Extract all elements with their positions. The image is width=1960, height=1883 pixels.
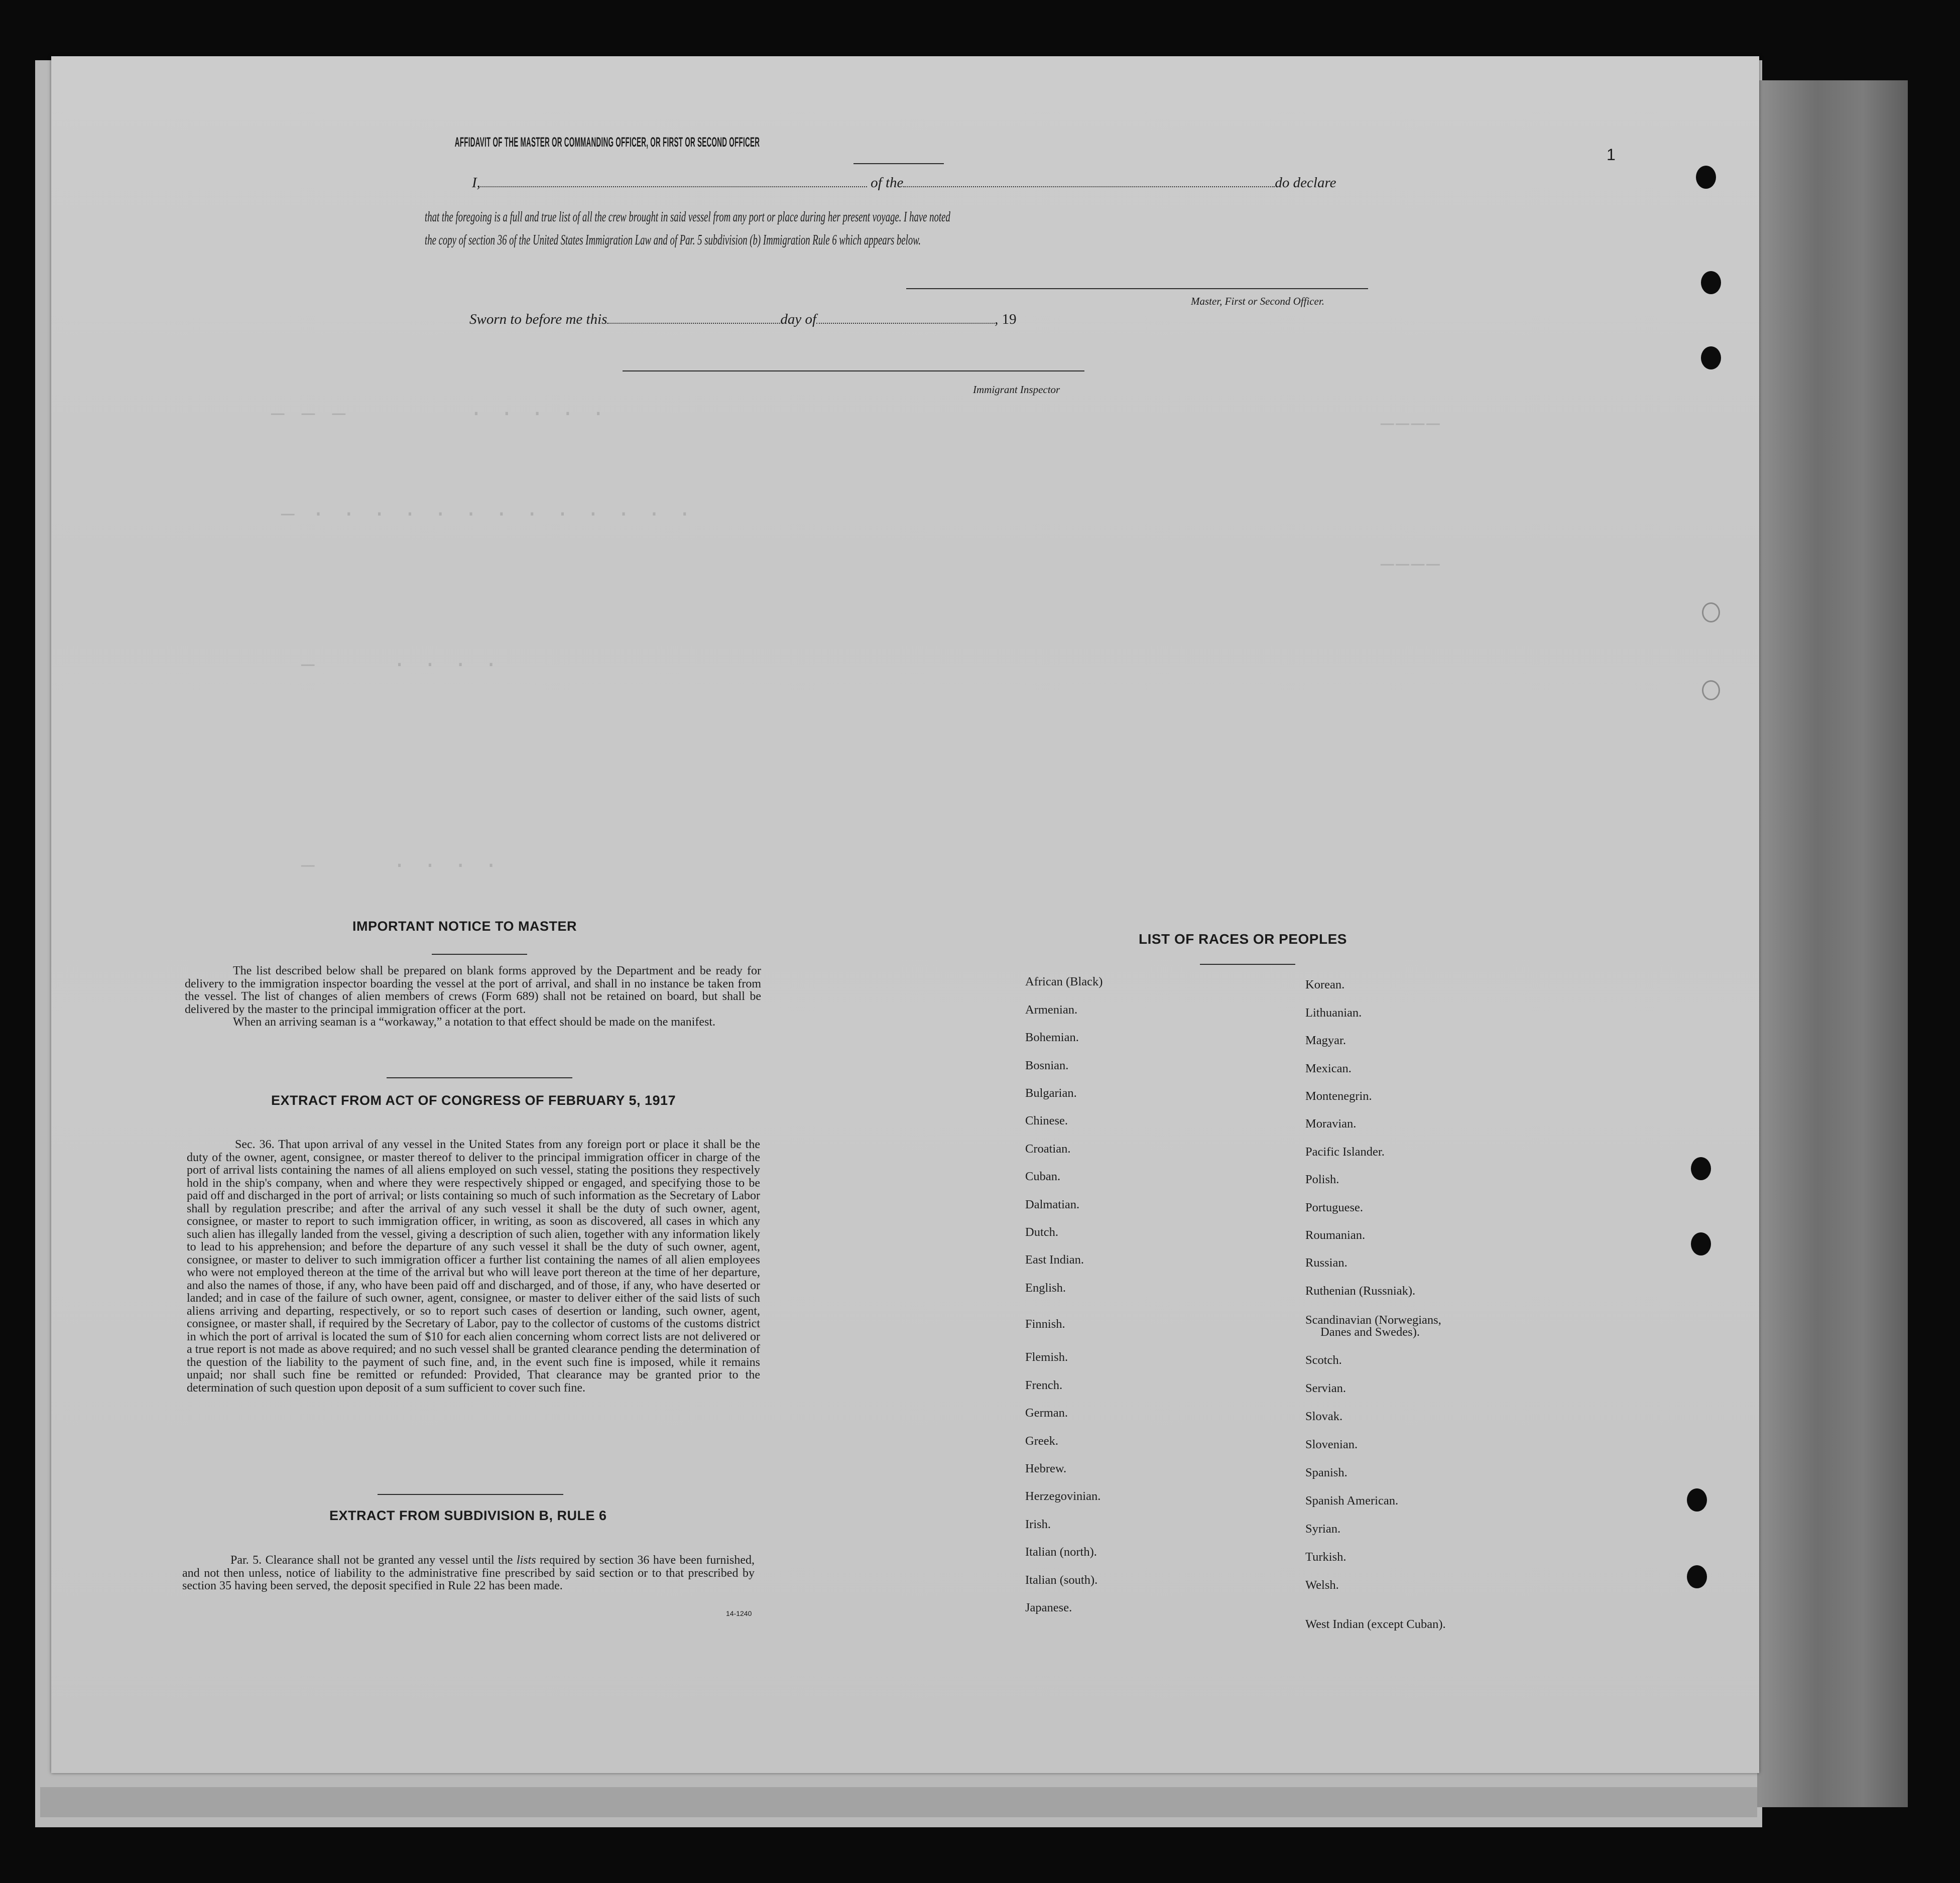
divider — [432, 954, 527, 955]
punch-hole — [1696, 166, 1716, 189]
race-entry: Welsh. — [1305, 1578, 1339, 1592]
race-entry: Turkish. — [1305, 1550, 1346, 1564]
bleed-through-marks: — — — · · · · · — [271, 402, 607, 427]
race-entry: Scotch. — [1305, 1353, 1342, 1367]
divider — [1200, 964, 1295, 965]
race-entry: Lithuanian. — [1305, 1006, 1362, 1020]
affidavit-line-3: the copy of section 36 of the United States Immigration Law and of Par. 5 subdivision (b) Immigration Rule 6 which appears below. — [425, 232, 921, 248]
bleed-through-marks: ———— — [1381, 412, 1442, 437]
race-entry: Bosnian. — [1025, 1059, 1069, 1072]
officer-signature-label: Master, First or Second Officer. — [1191, 295, 1324, 307]
race-entry: English. — [1025, 1281, 1066, 1295]
day-blank[interactable] — [607, 322, 780, 324]
bleed-through-marks: — · · · · — [301, 653, 500, 678]
race-entry: Montenegrin. — [1305, 1089, 1372, 1103]
inspector-signature-line[interactable] — [623, 370, 1084, 371]
bleed-through-marks: ———— — [1381, 552, 1442, 577]
rule-extract-title: EXTRACT FROM SUBDIVISION B, RULE 6 — [329, 1508, 607, 1523]
race-entry: Italian (south). — [1025, 1573, 1098, 1587]
punch-hole-outline — [1702, 680, 1720, 700]
race-entry: Portuguese. — [1305, 1201, 1363, 1214]
race-entry: Scandinavian (Norwegians, — [1305, 1313, 1441, 1327]
underlying-sheet-bottom — [40, 1787, 1757, 1817]
race-entry: Spanish. — [1305, 1466, 1348, 1479]
officer-signature-line[interactable] — [906, 288, 1368, 289]
race-entry: Slovak. — [1305, 1410, 1343, 1423]
punch-hole — [1701, 346, 1721, 369]
race-entry: Danes and Swedes). — [1320, 1325, 1420, 1339]
notice-text: The list described below shall be prepared on blank forms approved by the Department and be ready for delivery to the immigration inspector boarding the vessel at the port of arrival, and shall in no instance be taken from the vessel. The list of changes of alien members of crews (Form 689) shall not be retained on board, but shall be delivered by the master to the principal immigration officer at the port. When an arriving seaman is a “workaway,” a notation to that effect should be made on the manifest. — [185, 964, 761, 1029]
punch-hole — [1687, 1488, 1707, 1512]
race-entry: East Indian. — [1025, 1253, 1084, 1267]
races-list-title: LIST OF RACES OR PEOPLES — [1139, 931, 1347, 947]
race-entry: Dalmatian. — [1025, 1198, 1080, 1211]
divider — [853, 163, 944, 164]
race-entry: Croatian. — [1025, 1142, 1071, 1156]
race-entry: West Indian (except Cuban). — [1305, 1617, 1446, 1631]
race-entry: African (Black) — [1025, 975, 1103, 988]
act-extract-text: Sec. 36. That upon arrival of any vessel in the United States from any foreign port or place it shall be the duty of the owner, agent, consignee, or master thereof to deliver to the principal immigration officer in charge of the port of arrival lists containing the names of all aliens employed on such vessel, stating the positions they respectively hold in the ship's company, when and where they were respectively shipped or engaged, and specifying those to be paid off and discharged in the port of arrival; or lists containing so much of such information as the Secretary of Labor shall by regulation prescribe; and after the arrival of any such vessel it shall be the duty of such owner, agent, consignee, or master to report to such immigration officer, in writing, as soon as discovered, all cases in which any such alien has illegally landed from the vessel, giving a description of such alien, together with any information likely to lead to his apprehension; and before the departure of any such vessel it shall be the duty of such owner, agent, consignee, or master to deliver to such immigration officer a further list containing the names of all alien employees who were not employed thereon at the time of the arrival but who will leave port thereon at the time of her departure, and also the names of those, if any, who have been paid off and discharged, and of those, if any, who have deserted or landed; and in case of the failure of such owner, agent, consignee, or master to deliver either of the said lists of such aliens arriving and departing, respectively, or so to report such cases of desertion or landing, such owner, agent, consignee, or master shall, if required by the Secretary of Labor, pay to the collector of customs of the customs district in which the port of arrival is located the sum of $10 for each alien concerning whom correct lists are not delivered or a true report is not made as above required; and no such vessel shall be granted clearance pending the determination of the question of the liability to the payment of such fine, and, in the event such fine is imposed, while it remains unpaid; nor shall such fine be remitted or refunded: Provided, That clearance may be granted prior to the determination of such question upon deposit of a sum sufficient to cover such fine. — [187, 1138, 760, 1395]
race-entry: Pacific Islander. — [1305, 1145, 1385, 1159]
race-entry: Dutch. — [1025, 1225, 1058, 1239]
inspector-signature-label: Immigrant Inspector — [973, 384, 1060, 396]
race-entry: Korean. — [1305, 978, 1345, 991]
affidavit-title: AFFIDAVIT OF THE MASTER OR COMMANDING OFFICER, OR FIRST OR SECOND OFFICER — [454, 135, 760, 150]
race-entry: Bohemian. — [1025, 1031, 1079, 1044]
race-entry: Armenian. — [1025, 1003, 1078, 1017]
bleed-through-marks: — · · · · · · · · · · · · · — [281, 502, 693, 527]
notice-title: IMPORTANT NOTICE TO MASTER — [352, 919, 577, 934]
race-entry: Bulgarian. — [1025, 1086, 1077, 1100]
race-entry: Spanish American. — [1305, 1494, 1399, 1508]
race-entry: Finnish. — [1025, 1317, 1065, 1331]
punch-hole — [1691, 1232, 1711, 1256]
rule-extract-text: Par. 5. Clearance shall not be granted any vessel until the lists required by section 36 have been furnished, and not then unless, notice of liability to the administrative fine prescribed by said section or to that prescribed by section 35 having been served, the deposit specified in Rule 22 has been made. — [182, 1554, 755, 1592]
race-entry: Ruthenian (Russniak). — [1305, 1284, 1416, 1298]
race-entry: Irish. — [1025, 1518, 1051, 1531]
punch-hole-outline — [1702, 602, 1720, 622]
race-entry: Hebrew. — [1025, 1462, 1067, 1475]
affidavit-line-2: that the foregoing is a full and true list of all the crew brought in said vessel from any port or place during her present voyage. I have noted — [425, 209, 950, 225]
race-entry: Russian. — [1305, 1256, 1348, 1270]
name-blank[interactable] — [480, 186, 867, 187]
race-entry: Chinese. — [1025, 1114, 1068, 1127]
race-entry: Syrian. — [1305, 1522, 1341, 1536]
affidavit-line-1: I, of the do declare — [472, 175, 1336, 191]
race-entry: Roumanian. — [1305, 1228, 1366, 1242]
race-entry: Japanese. — [1025, 1601, 1072, 1614]
race-entry: Moravian. — [1305, 1117, 1357, 1131]
race-entry: German. — [1025, 1406, 1068, 1420]
race-entry: French. — [1025, 1378, 1063, 1392]
act-extract-title: EXTRACT FROM ACT OF CONGRESS OF FEBRUARY 5, 1917 — [271, 1093, 676, 1108]
underlying-sheet-edge — [1757, 80, 1908, 1807]
race-entry: Italian (north). — [1025, 1545, 1097, 1559]
divider — [387, 1077, 572, 1078]
sworn-line: Sworn to before me this day of , 19 — [469, 311, 1017, 327]
race-entry: Greek. — [1025, 1434, 1058, 1448]
punch-hole — [1687, 1565, 1707, 1588]
page-mark: 1 — [1607, 146, 1616, 164]
race-entry: Slovenian. — [1305, 1438, 1358, 1451]
vessel-blank[interactable] — [903, 186, 1275, 187]
race-entry: Polish. — [1305, 1173, 1339, 1186]
race-entry: Cuban. — [1025, 1170, 1061, 1183]
race-entry: Flemish. — [1025, 1350, 1068, 1364]
form-number: 14-1240 — [726, 1609, 752, 1617]
bleed-through-marks: — · · · · — [301, 853, 500, 878]
divider — [378, 1494, 563, 1495]
race-entry: Servian. — [1305, 1382, 1346, 1395]
month-blank[interactable] — [816, 322, 995, 324]
race-entry: Mexican. — [1305, 1062, 1352, 1075]
race-entry: Magyar. — [1305, 1034, 1346, 1047]
punch-hole — [1701, 271, 1721, 294]
race-entry: Herzegovinian. — [1025, 1489, 1101, 1503]
punch-hole — [1691, 1157, 1711, 1180]
